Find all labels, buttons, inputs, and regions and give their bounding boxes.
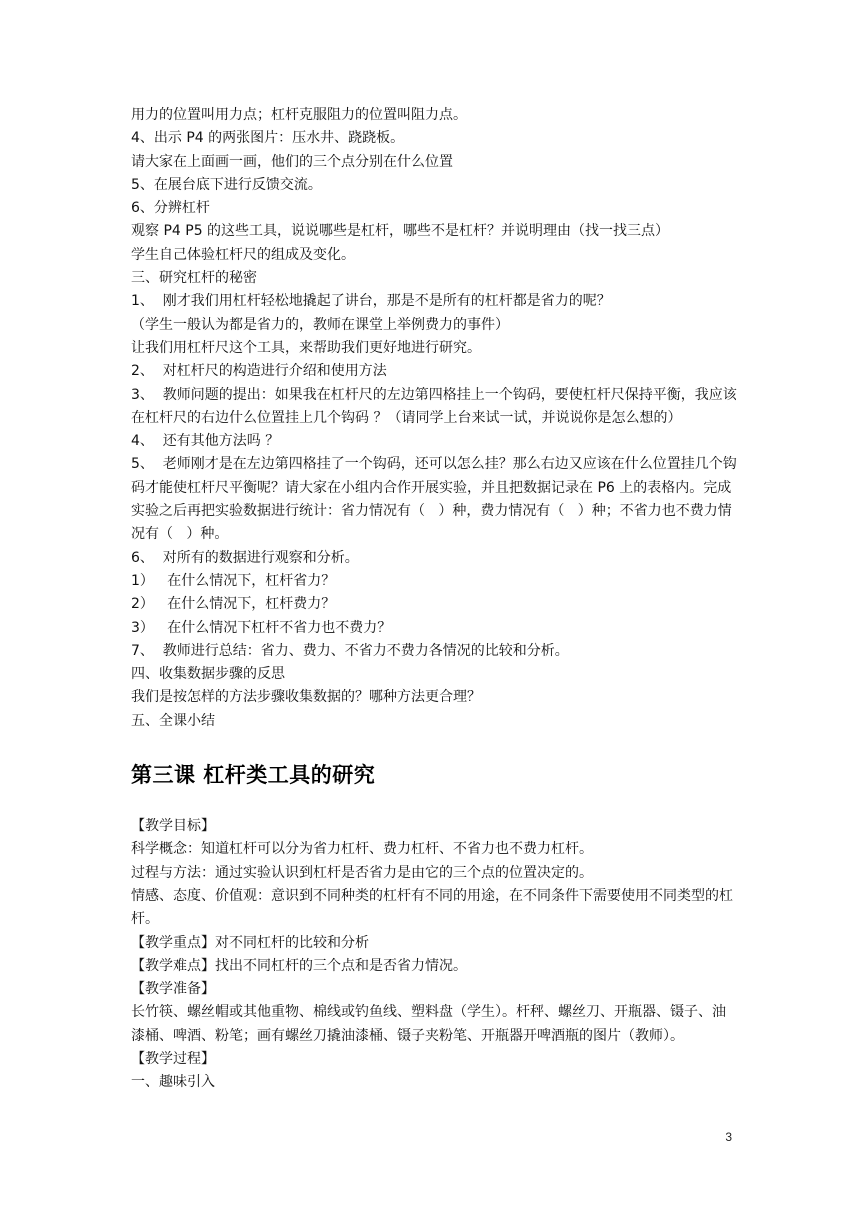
- paragraph: 1） 在什么情况下，杠杆省力？: [131, 572, 336, 589]
- paragraph: 【教学目标】: [131, 818, 215, 835]
- paragraph: 情感、态度、价值观：意识到不同种类的杠杆有不同的用途，在不同条件下需要使用不同类型的杠杆。: [131, 887, 733, 928]
- paragraph: 让我们用杠杆尺这个工具，来帮助我们更好地进行研究。: [131, 339, 481, 356]
- section-title: 四、收集数据步骤的反思: [131, 666, 285, 683]
- section-title: 一、趣味引入: [131, 1074, 215, 1091]
- section-b: [131, 815, 737, 1095]
- page-number: 3: [725, 1130, 732, 1144]
- paragraph: 长竹筷、螺丝帽或其他重物、棉线或钓鱼线、塑料盘（学生）。杆秤、螺丝刀、开瓶器、镊子、油漆桶、啤酒、粉笔；画有螺丝刀撬油漆桶、镊子夹粉笔、开瓶器开啤酒瓶的图片（教师）。: [131, 1004, 726, 1044]
- paragraph: 5、 老师刚才是在左边第四格挂了一个钩码，还可以怎么挂？那么右边又应该在什么位置挂几个钩码才能使杠杆尺平衡呢？请大家在小组内合作开展实验，并且把数据记录在 P6 上的表格内。完成实验之后再把实验数据进行统计：省力情况有（ ）种，费力情况有（ ）种；不省力也不费力情况有（ ）种。: [131, 456, 737, 543]
- paragraph: 【教学准备】: [131, 981, 215, 998]
- paragraph: 6、分辨杠杆: [131, 200, 210, 217]
- paragraph: 【教学重点】对不同杠杆的比较和分析: [131, 934, 369, 951]
- section-a: [131, 104, 737, 733]
- paragraph: 4、 还有其他方法吗 ？: [131, 433, 280, 450]
- paragraph: 用力的位置叫用力点；杠杆克服阻力的位置叫阻力点。: [131, 107, 467, 123]
- paragraph: 观察 P4 P5 的这些工具，说说哪些是杠杆，哪些不是杠杆？并说明理由（找一找三点）: [131, 223, 670, 240]
- page-content: [131, 104, 737, 1095]
- paragraph: 2） 在什么情况下，杠杆费力？: [131, 596, 336, 613]
- paragraph: 过程与方法：通过实验认识到杠杆是否省力是由它的三个点的位置决定的。: [131, 864, 593, 881]
- section-title: 三、研究杠杆的秘密: [131, 270, 257, 287]
- paragraph: 2、 对杠杆尺的构造进行介绍和使用方法: [131, 363, 387, 380]
- paragraph: 【教学难点】找出不同杠杆的三个点和是否省力情况。: [131, 957, 467, 974]
- paragraph: 5、在展台底下进行反馈交流。: [131, 176, 322, 193]
- paragraph: 6、 对所有的数据进行观察和分析。: [131, 549, 359, 566]
- paragraph: 科学概念：知道杠杆可以分为省力杠杆、费力杠杆、不省力也不费力杠杆。: [131, 841, 593, 858]
- paragraph: 3、 教师问题的提出：如果我在杠杆尺的左边第四格挂上一个钩码，要使杠杆尺保持平衡，我应该在杠杆尺的右边什么位置挂上几个钩码 ？（请同学上台来试一试，并说说你是怎么想的）: [131, 386, 737, 426]
- paragraph: （学生一般认为都是省力的，教师在课堂上举例费力的事件）: [131, 316, 509, 333]
- lesson-heading: 第三课 杠杆类工具的研究: [131, 763, 376, 788]
- paragraph: 1、 刚才我们用杠杆轻松地撬起了讲台，那是不是所有的杠杆都是省力的呢？: [131, 293, 611, 310]
- section-title: 五、全课小结: [131, 712, 215, 729]
- paragraph: 我们是按怎样的方法步骤收集数据的？哪种方法更合理？: [131, 689, 481, 706]
- paragraph: 【教学过程】: [131, 1050, 215, 1067]
- paragraph: 4、出示 P4 的两张图片：压水井、跷跷板。: [131, 130, 405, 147]
- paragraph: 7、 教师进行总结：省力、费力、不省力不费力各情况的比较和分析。: [131, 642, 569, 659]
- paragraph: 3） 在什么情况下杠杆不省力也不费力？: [131, 619, 392, 636]
- paragraph: 请大家在上面画一画，他们的三个点分别在什么位置: [131, 153, 453, 170]
- paragraph: 学生自己体验杠杆尺的组成及变化。: [131, 246, 355, 263]
